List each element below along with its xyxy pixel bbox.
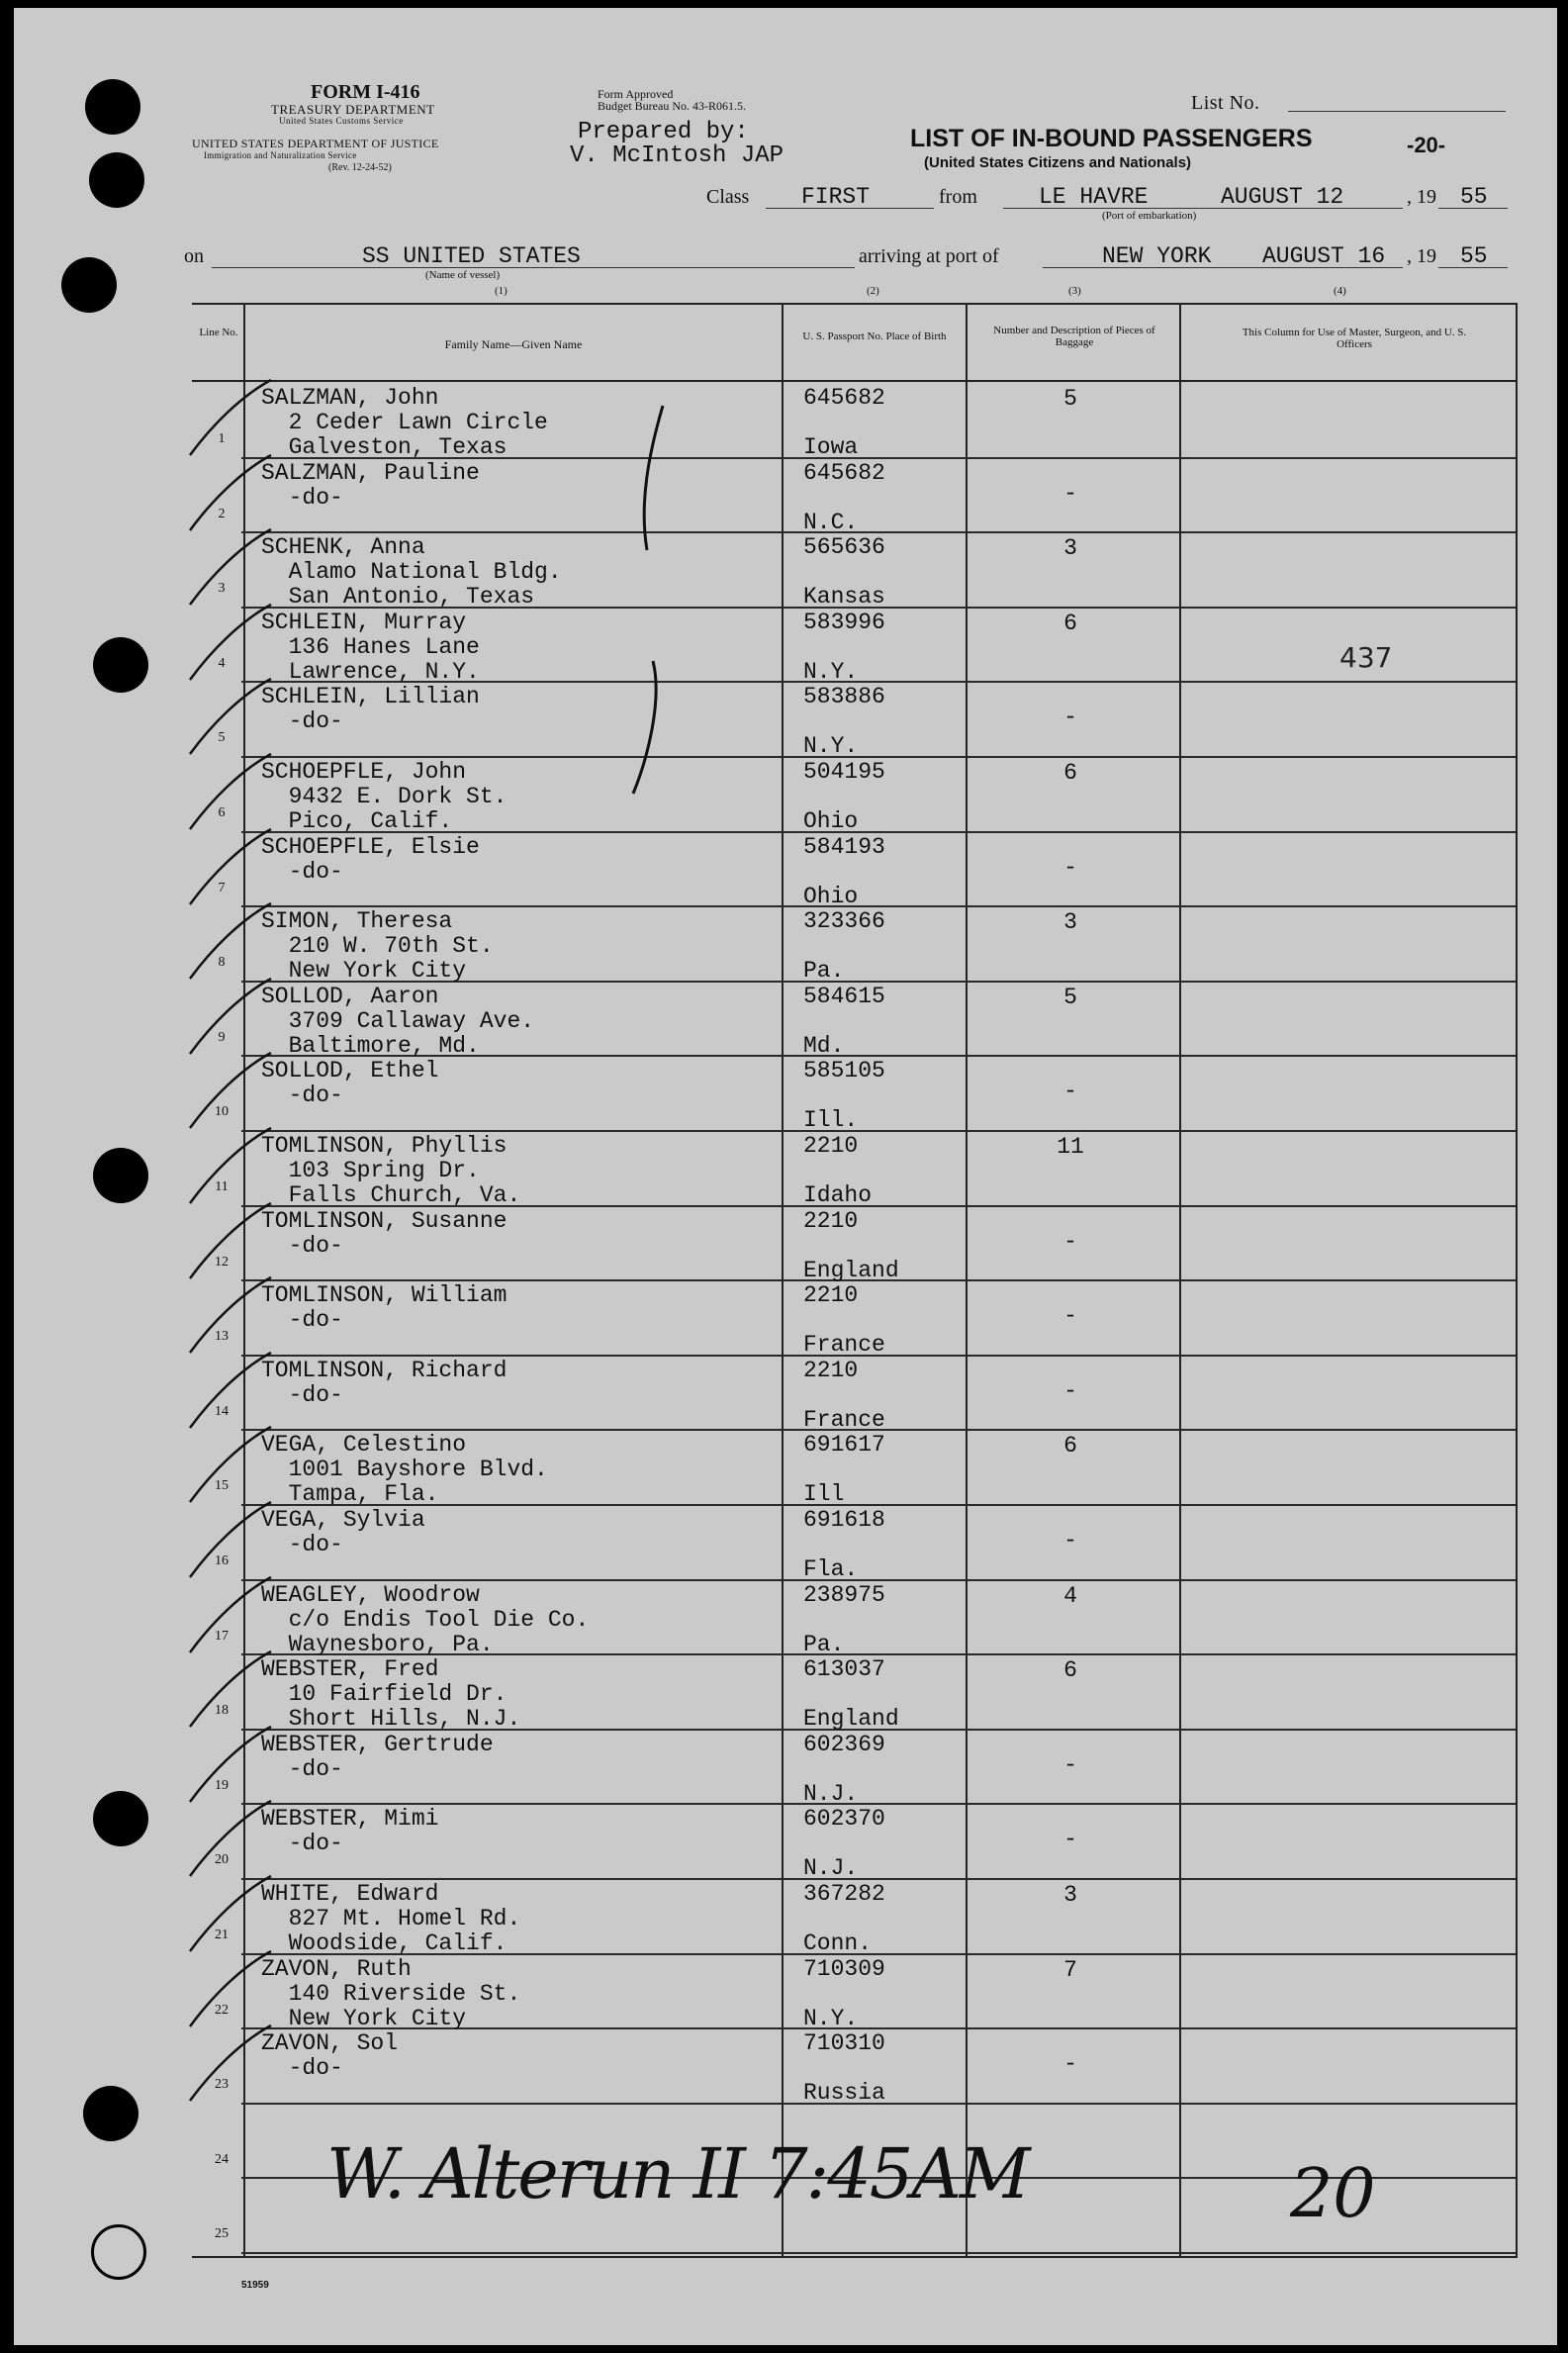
passenger-address-line: 3709 Callaway Ave. [261,1008,535,1034]
passport-number: 691618 [803,1507,885,1533]
place-of-birth: Ill. [803,1107,859,1133]
baggage-count: 6 [1063,611,1077,636]
line-number: 17 [215,1629,229,1644]
passport-number: 238975 [803,1582,885,1608]
line-number: 21 [215,1928,229,1942]
col-num-2: (2) [867,285,879,297]
passenger-name: SIMON, Theresa [261,908,453,934]
passenger-address-line: 10 Fairfield Dr. [261,1681,507,1707]
passport-number: 585105 [803,1058,885,1083]
handwritten-marks [14,8,1557,2345]
line-number: 1 [218,431,226,446]
baggage-count: - [1063,1303,1077,1329]
check-mark [190,979,271,1054]
baggage-count: 3 [1063,1882,1077,1908]
passport-number: 645682 [803,460,885,486]
place-of-birth: N.J. [803,1781,859,1807]
check-mark [190,1203,271,1278]
passenger-name: WEAGLEY, Woodrow [261,1582,480,1608]
passenger-address-line: -do- [261,1831,343,1856]
passenger-address-line: New York City [261,958,467,984]
passenger-name: WEBSTER, Gertrude [261,1732,494,1757]
from-label: from [939,186,977,208]
passport-number: 323366 [803,908,885,934]
baggage-count: 4 [1063,1583,1077,1609]
line-number: 22 [215,2003,229,2018]
place-of-birth: N.Y. [803,733,859,759]
arrival-date: AUGUST 16 [1262,243,1386,269]
list-subtitle: (United States Citizens and Nationals) [924,154,1192,171]
check-mark [190,455,271,530]
budget-bureau-no: Budget Bureau No. 43-R061.5. [598,99,746,113]
list-no-label: List No. [1191,92,1260,114]
place-of-birth: N.Y. [803,2006,859,2031]
passenger-address-line: -do- [261,708,343,734]
passenger-name: TOMLINSON, William [261,1282,507,1308]
passport-number: 602370 [803,1806,885,1832]
passenger-address-line: Baltimore, Md. [261,1033,480,1059]
from-year: 55 [1460,184,1488,210]
officer-note: 437 [1339,641,1393,674]
line-number: 6 [218,805,226,820]
passport-number: 583996 [803,610,885,635]
passport-number: 2210 [803,1358,859,1383]
check-mark [190,1801,271,1876]
check-mark [190,1277,271,1353]
line-number: 12 [215,1255,229,1270]
check-mark [190,2025,271,2101]
passenger-address-line: -do- [261,1233,343,1259]
line-number: 3 [218,581,226,596]
header-passport: U. S. Passport No. Place of Birth [802,330,947,342]
passenger-address-line: -do- [261,2055,343,2081]
baggage-count: - [1063,1229,1077,1255]
place-of-birth: Conn. [803,1930,873,1956]
treasury-dept: TREASURY DEPARTMENT [271,102,435,117]
passenger-address-line: -do- [261,485,343,511]
place-of-birth: Pa. [803,958,845,984]
header-line-no: Line No. [199,327,238,338]
class-label: Class [706,186,750,208]
passport-number: 710309 [803,1956,885,1982]
check-mark [190,1053,271,1128]
baggage-count: - [1063,1079,1077,1104]
place-of-birth: Ohio [803,808,859,834]
manifest-page [14,8,1557,2345]
passenger-address-line: -do- [261,1532,343,1557]
passenger-address-line: 9432 E. Dork St. [261,784,507,809]
page-number: -20- [1407,133,1446,157]
passenger-address-line: Pico, Calif. [261,808,453,834]
passport-number: 691617 [803,1432,885,1458]
header-name: Family Name—Given Name [444,337,583,351]
passenger-name: WEBSTER, Mimi [261,1806,439,1832]
passenger-name: VEGA, Sylvia [261,1507,425,1533]
passport-number: 583886 [803,684,885,709]
baggage-count: 6 [1063,1433,1077,1459]
check-mark [190,1651,271,1727]
passenger-name: SALZMAN, Pauline [261,460,480,486]
passenger-name: TOMLINSON, Susanne [261,1208,507,1234]
line-number: 13 [215,1329,229,1344]
passenger-address-line: Short Hills, N.J. [261,1706,521,1732]
check-mark [190,1951,271,2026]
passenger-name: TOMLINSON, Richard [261,1358,507,1383]
ins-service: Immigration and Naturalization Service [204,150,357,160]
place-of-birth: France [803,1332,885,1358]
line-number: 25 [215,2226,229,2241]
passport-number: 602369 [803,1732,885,1757]
passenger-address-line: -do- [261,1307,343,1333]
line-number: 2 [218,507,226,521]
baggage-count: 7 [1063,1957,1077,1983]
line-number: 8 [218,955,226,970]
header-officers: This Column for Use of Master, Surgeon, and U. S. Officers [1242,327,1467,350]
check-mark [190,1727,271,1802]
baggage-count: - [1063,1378,1077,1404]
passport-number: 367282 [803,1881,885,1907]
passenger-address-line: Waynesboro, Pa. [261,1632,494,1657]
place-of-birth: N.Y. [803,659,859,685]
baggage-count: 3 [1063,909,1077,935]
line-number: 16 [215,1553,229,1568]
revision-date: (Rev. 12-24-52) [328,162,392,173]
passenger-name: SCHLEIN, Murray [261,610,467,635]
place-of-birth: Ill [803,1481,845,1507]
baggage-count: - [1063,855,1077,881]
check-mark [190,529,271,605]
passenger-address-line: 210 W. 70th St. [261,933,494,959]
passport-number: 504195 [803,759,885,785]
passenger-name: WHITE, Edward [261,1881,439,1907]
baggage-count: - [1063,1528,1077,1553]
passenger-name: SCHENK, Anna [261,534,425,560]
place-of-birth: England [803,1706,899,1732]
place-of-birth: France [803,1407,885,1433]
arriving-label: arriving at port of [859,245,999,267]
place-of-birth: England [803,1258,899,1283]
line-number: 23 [215,2077,229,2092]
line-number: 15 [215,1478,229,1493]
passenger-address-line: Falls Church, Va. [261,1182,521,1208]
customs-service: United States Customs Service [279,116,404,126]
form-number: FORM I-416 [311,81,420,103]
baggage-count: - [1063,1827,1077,1852]
col-num-3: (3) [1068,285,1081,297]
baggage-count: - [1063,2051,1077,2077]
line-number: 20 [215,1852,229,1867]
passenger-address-line: 827 Mt. Homel Rd. [261,1906,521,1931]
check-mark [190,754,271,829]
place-of-birth: Russia [803,2080,885,2106]
passenger-address-line: Lawrence, N.Y. [261,659,480,685]
passport-number: 584193 [803,834,885,860]
check-mark [190,605,271,680]
passport-number: 565636 [803,534,885,560]
passenger-address-line: New York City [261,2006,467,2031]
check-mark [190,1577,271,1652]
check-mark [190,1353,271,1428]
passenger-name: WEBSTER, Fred [261,1656,439,1682]
line-number: 9 [218,1030,226,1045]
place-of-birth: N.J. [803,1855,859,1881]
baggage-count: 6 [1063,1657,1077,1683]
arrival-port: NEW YORK [1102,243,1212,269]
check-mark [190,1128,271,1203]
passenger-address-line: c/o Endis Tool Die Co. [261,1607,590,1633]
list-title: LIST OF IN-BOUND PASSENGERS [910,125,1313,152]
baggage-count: - [1063,705,1077,730]
baggage-count: 11 [1057,1134,1084,1160]
passenger-address-line: Alamo National Bldg. [261,559,562,585]
header-baggage: Number and Description of Pieces of Baggage [993,325,1155,348]
vessel-note: (Name of vessel) [425,269,501,281]
line-number: 11 [215,1179,229,1194]
officer-signature: W. Alterun II 7:45AM [326,2133,1029,2214]
line-number: 10 [215,1104,229,1119]
prepared-by-value: V. McIntosh JAP [570,142,784,169]
line-number: 18 [215,1703,229,1718]
arrival-year-prefix: , 19 [1407,245,1436,267]
passenger-address-line: -do- [261,1382,343,1408]
baggage-count: 6 [1063,760,1077,786]
passenger-name: SOLLOD, Aaron [261,984,439,1009]
justice-dept: UNITED STATES DEPARTMENT OF JUSTICE [192,137,439,150]
passport-number: 613037 [803,1656,885,1682]
place-of-birth: Fla. [803,1556,859,1582]
from-port: LE HAVRE [1039,184,1149,210]
from-date: AUGUST 12 [1221,184,1344,210]
handwritten-count: 20 [1290,2155,1376,2233]
passenger-name: VEGA, Celestino [261,1432,467,1458]
passenger-address-line: 103 Spring Dr. [261,1158,480,1183]
footer-code: 51959 [241,2280,269,2291]
baggage-count: - [1063,1752,1077,1778]
baggage-count: 5 [1063,386,1077,412]
place-of-birth: Md. [803,1033,845,1059]
check-mark [190,1502,271,1577]
baggage-count: - [1063,481,1077,507]
passenger-address-line: -do- [261,1756,343,1782]
baggage-count: 5 [1063,985,1077,1010]
prepared-by-label: Prepared by: [578,119,749,145]
on-label: on [184,245,204,267]
passenger-address-line: 136 Hanes Lane [261,634,480,660]
passenger-address-line: -do- [261,1082,343,1108]
place-of-birth: Kansas [803,584,885,610]
place-of-birth: Idaho [803,1182,873,1208]
passenger-name: ZAVON, Ruth [261,1956,412,1982]
col-num-4: (4) [1334,285,1346,297]
passenger-name: SOLLOD, Ethel [261,1058,439,1083]
check-mark [190,903,271,979]
passport-number: 645682 [803,385,885,411]
passenger-address-line: -do- [261,859,343,885]
place-of-birth: N.C. [803,510,859,535]
from-year-prefix: , 19 [1407,186,1436,208]
vessel-name: SS UNITED STATES [362,243,581,269]
check-mark [190,1876,271,1951]
form-approved: Form Approved [598,87,674,101]
passenger-name: SCHOEPFLE, Elsie [261,834,480,860]
passport-number: 2210 [803,1133,859,1159]
arrival-year: 55 [1460,243,1488,269]
passenger-name: SCHOEPFLE, John [261,759,467,785]
line-number: 5 [218,730,226,745]
passenger-name: SALZMAN, John [261,385,439,411]
line-number: 4 [218,656,226,671]
place-of-birth: Iowa [803,434,859,460]
passenger-address-line: 2 Ceder Lawn Circle [261,410,548,435]
place-of-birth: Pa. [803,1632,845,1657]
check-mark [190,1427,271,1502]
line-number: 7 [218,881,226,895]
passport-number: 2210 [803,1208,859,1234]
passenger-name: ZAVON, Sol [261,2030,399,2056]
passenger-name: TOMLINSON, Phyllis [261,1133,507,1159]
passenger-address-line: 140 Riverside St. [261,1981,521,2007]
col-num-1: (1) [495,285,507,297]
check-mark [190,829,271,904]
place-of-birth: Ohio [803,884,859,909]
passenger-address-line: San Antonio, Texas [261,584,535,610]
passport-number: 2210 [803,1282,859,1308]
passenger-name: SCHLEIN, Lillian [261,684,480,709]
line-number: 24 [215,2152,229,2167]
passport-number: 710310 [803,2030,885,2056]
line-number: 19 [215,1778,229,1793]
line-number: 14 [215,1404,229,1419]
check-mark [190,380,271,455]
check-mark [190,679,271,754]
passenger-address-line: 1001 Bayshore Blvd. [261,1457,548,1482]
passenger-address-line: Woodside, Calif. [261,1930,507,1956]
class-value: FIRST [801,184,871,210]
passport-number: 584615 [803,984,885,1009]
passenger-address-line: Tampa, Fla. [261,1481,439,1507]
passenger-address-line: Galveston, Texas [261,434,507,460]
baggage-count: 3 [1063,535,1077,561]
port-embark-note: (Port of embarkation) [1102,210,1197,222]
